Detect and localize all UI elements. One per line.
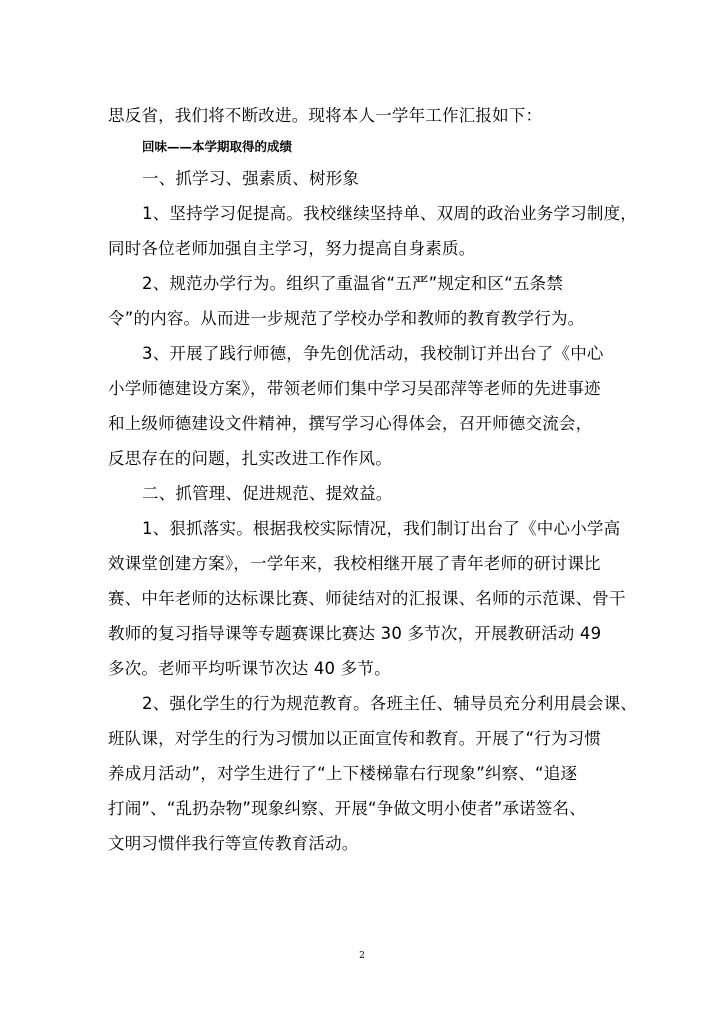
body-line: 反思存在的问题，扎实改进工作作风。 (108, 449, 392, 468)
body-line: 班队课，对学生的行为习惯加以正面宣传和教育。开展了“行为习惯 (108, 729, 602, 748)
body-line: 2、强化学生的行为规范教育。各班主任、辅导员充分利用晨会课、 (142, 694, 637, 713)
body-line: 文明习惯伴我行等宣传教育活动。 (108, 834, 359, 853)
body-line: 1、狠抓落实。根据我校实际情况，我们制订出台了《中心小学高 (142, 519, 621, 538)
document-body (108, 98, 637, 861)
section-subheading: 回味——本学期取得的成绩 (142, 139, 293, 154)
body-line: 思反省，我们将不断改进。现将本人一学年工作汇报如下： (108, 106, 543, 125)
section-heading: 一、抓学习、强素质、树形象 (142, 169, 360, 188)
body-line: 养成月活动”，对学生进行了“上下楼梯靠右行现象”纠察、“追逐 (108, 764, 578, 783)
page-number: 2 (359, 951, 365, 961)
body-line: 赛、中年老师的达标课比赛、师徒结对的汇报课、名师的示范课、骨干 (108, 589, 626, 608)
body-line: 同时各位老师加强自主学习，努力提高自身素质。 (108, 239, 476, 258)
body-line: 和上级师德建设文件精神，撰写学习心得体会，召开师德交流会， (108, 414, 593, 433)
body-line: 令”的内容。从而进一步规范了学校办学和教师的教育教学行为。 (108, 309, 585, 328)
body-line: 1、坚持学习促提高。我校继续坚持单、双周的政治业务学习制度， (142, 204, 637, 223)
section-heading: 二、抓管理、促进规范、提效益。 (142, 484, 393, 503)
body-line: 2、规范办学行为。组织了重温省“五严”规定和区“五条禁 (142, 274, 564, 293)
body-line: 打闹”、“乱扔杂物”现象纠察、开展“争做文明小使者”承诺签名、 (108, 799, 586, 818)
body-line: 效课堂创建方案》，一学年来，我校相继开展了青年老师的研讨课比 (108, 554, 601, 573)
body-line: 3、开展了践行师德，争先创优活动，我校制订并出台了《中心 (142, 344, 604, 363)
body-line: 小学师德建设方案》，带领老师们集中学习吴邵萍等老师的先进事迹 (108, 379, 601, 398)
body-line: 多次。老师平均听课节次达 40 多节。 (108, 659, 391, 678)
body-line: 教师的复习指导课等专题赛课比赛达 30 多节次，开展教研活动 49 (108, 624, 602, 643)
